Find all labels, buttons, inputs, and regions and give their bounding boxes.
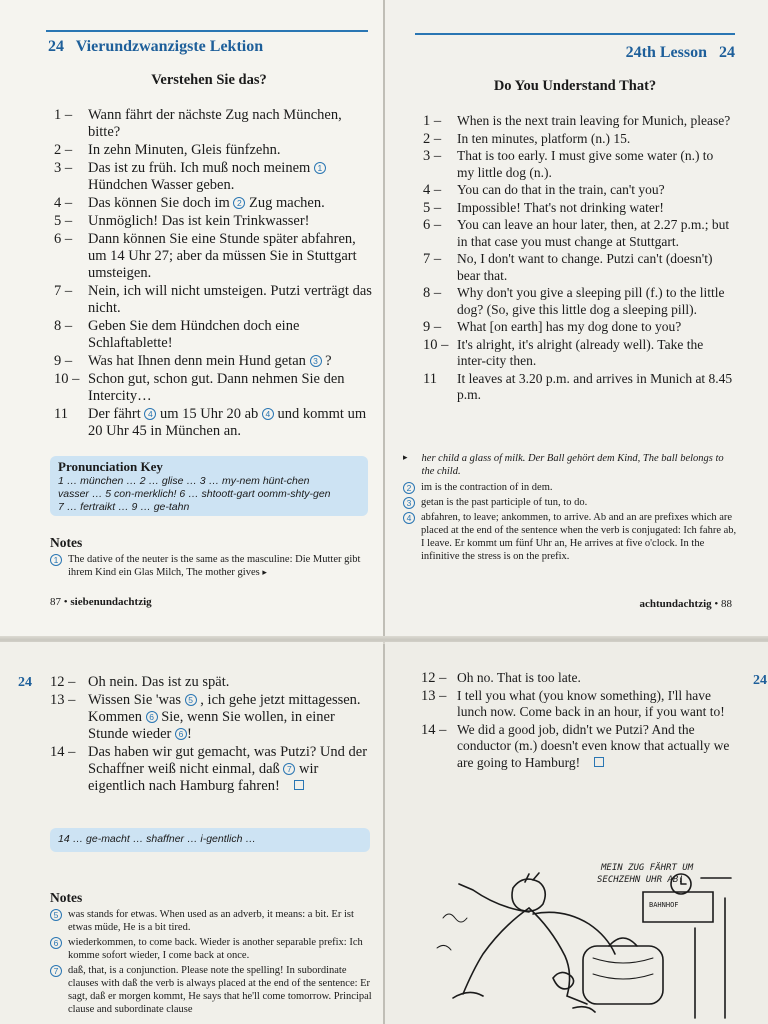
line-text: In ten minutes, platform (n.) 15. <box>457 130 631 146</box>
note-2 <box>403 481 737 494</box>
line-text: When is the next train leaving for Munich, please? <box>457 113 731 128</box>
dialogue-line-6 <box>423 217 733 250</box>
dialogue-line-11 <box>423 371 733 404</box>
pron-line: 14 … ge-macht … shaffner … i-gentlich … <box>58 833 256 845</box>
line-text: Das können Sie doch im 2 Zug machen. <box>88 195 325 211</box>
note-6 <box>50 936 374 962</box>
dialogue-line-9 <box>54 353 372 370</box>
line-text: You can leave an hour later, then, at 2.27 p.m.; but in that case you must change at Stuttgart. <box>457 217 730 249</box>
dialogue-line-3 <box>423 148 733 181</box>
line-number: 12 – <box>421 670 447 686</box>
line-number: 9 – <box>423 319 442 335</box>
end-of-dialogue-icon <box>294 780 304 790</box>
page-footer-right <box>640 598 732 610</box>
dialogue-line-11 <box>54 406 372 440</box>
pronunciation-key-2 <box>50 828 370 852</box>
lesson-title: 24th Lesson <box>625 44 707 61</box>
english-dialogue <box>423 113 733 405</box>
dialogue-line-1 <box>54 107 372 141</box>
dialogue-line-1 <box>421 670 739 687</box>
line-number: 11 <box>54 406 68 422</box>
notes-list <box>50 908 374 1018</box>
notes-title: Notes <box>50 890 83 905</box>
note-5 <box>50 908 374 934</box>
line-number: 7 – <box>54 283 73 299</box>
line-text: What [on earth] has my dog done to you? <box>457 319 682 334</box>
line-text: Why don't you give a sleeping pill (f.) to the little dog? (So, give this little dog a sleeping pill). <box>457 285 725 317</box>
dialogue-line-2 <box>421 688 739 721</box>
page-word: achtundachtzig <box>639 598 712 610</box>
line-number: 2 – <box>54 142 73 158</box>
page-89-left <box>0 642 383 1024</box>
line-number: 6 – <box>423 217 442 233</box>
note-reference-marker: 2 <box>233 197 245 209</box>
note-marker: 2 <box>403 482 415 494</box>
dialogue-line-4 <box>54 195 372 212</box>
dialogue-title-en: Do You Understand That? <box>493 78 657 94</box>
line-number: 13 – <box>50 692 76 708</box>
runner-leg-icon <box>463 908 529 994</box>
line-text: No, I don't want to change. Putzi can't (doesn't) bear that. <box>457 251 713 283</box>
line-number: 2 – <box>423 130 442 147</box>
line-text: Oh nein. Das ist zu spät. <box>88 674 230 690</box>
note-4 <box>403 511 737 563</box>
notes-continued <box>403 452 737 565</box>
note-reference-marker: 7 <box>283 763 295 775</box>
dialogue-line-1 <box>50 674 374 691</box>
line-text: Wissen Sie 'was 5 , ich gehe jetzt mittagessen. Kommen 6 Sie, wenn Sie wollen, in einer Stunde wieder 6 ! <box>88 692 361 742</box>
continue-arrow-icon: ▸ <box>403 453 408 463</box>
english-dialogue-continued <box>421 670 739 772</box>
pronunciation-key <box>50 456 368 516</box>
line-number: 8 – <box>54 318 73 334</box>
line-text: Geben Sie dem Hündchen doch eine Schlaftablette! <box>88 318 300 351</box>
line-number: 3 – <box>54 160 73 176</box>
dialogue-line-6 <box>54 231 372 282</box>
page-footer-left <box>50 596 152 608</box>
line-text: Impossible! That's not drinking water! <box>457 199 664 215</box>
line-number: 14 – <box>50 744 76 760</box>
note-reference-marker: 5 <box>185 694 197 706</box>
dog-icon <box>553 972 574 988</box>
pron-line-3: 7 … fertraikt … 9 … ge-tahn <box>58 501 190 513</box>
line-text: We did a good job, didn't we Putzi? And the conductor (m.) doesn't even know that actually we are going to Hamburg! <box>457 721 730 770</box>
note-1-text: The dative of the neuter is the same as the masculine: Die Mutter gibt ihrem Kind ein Glas Milch, The mother gives ▸ <box>68 554 361 578</box>
note-marker-1: 1 <box>50 554 62 566</box>
line-text: Das haben wir gut gemacht, was Putzi? Und der Schaffner weiß nicht einmal, daß 7 wir eigentlich nach Hamburg fahren! <box>88 744 368 794</box>
line-text: Das ist zu früh. Ich muß noch meinem 1 Hündchen Wasser geben. <box>88 160 372 194</box>
line-number: 1 – <box>423 113 442 129</box>
dialogue-title-de: Verstehen Sie das? <box>151 72 267 88</box>
line-text: Dann können Sie eine Stunde später abfahren, um 14 Uhr 27; aber da müssen Sie in Stuttgart umsteigen. <box>88 231 357 281</box>
line-text: I tell you what (you know something), I'll have lunch now. Come back in an hour, if you want to! <box>457 687 725 719</box>
lesson-title: Vierundzwanzigste Lektion <box>75 38 264 55</box>
title-rule <box>46 30 368 32</box>
line-text: It's alright, it's alright (already well). Take the inter-city then. <box>457 336 704 368</box>
line-number: 14 – <box>421 721 447 738</box>
note-7 <box>50 964 374 1016</box>
line-number: 4 – <box>54 195 73 211</box>
german-dialogue-continued <box>50 674 374 796</box>
margin-lesson-number: 24 <box>753 673 767 688</box>
dialogue-line-9 <box>423 319 733 336</box>
dialogue-line-3 <box>50 744 374 795</box>
continue-arrow-icon: ▸ <box>262 568 267 578</box>
line-text: Schon gut, schon gut. Dann nehmen Sie den Intercity… <box>88 371 345 404</box>
note-reference-marker: 1 <box>314 162 326 174</box>
line-number: 10 – <box>423 336 449 353</box>
note-1 <box>50 553 376 580</box>
line-text: Der fährt 4 um 15 Uhr 20 ab 4 und kommt um 20 Uhr 45 in München an. <box>88 406 367 439</box>
dialogue-line-7 <box>54 283 372 317</box>
note-text: was stands for etwas. When used as an adverb, it means: a bit. Er ist etwas müde, He is a bit tired. <box>68 909 354 933</box>
dialogue-line-4 <box>423 182 733 199</box>
cartoon-caption: MEIN ZUG FÄHRT UM SECHZEHN UHR AB! <box>597 863 694 885</box>
pron-line-1: 1 … münchen … 2 … glise … 3 … my-nem hünt-chen <box>58 475 310 487</box>
dialogue-line-5 <box>423 200 733 217</box>
line-number: 11 <box>423 370 437 387</box>
station-sign-label: BAHNHOF <box>649 901 679 909</box>
dialogue-line-5 <box>54 213 372 230</box>
dialogue-line-10 <box>423 337 733 370</box>
dialogue-line-8 <box>54 318 372 352</box>
note-3 <box>403 496 737 509</box>
page-87 <box>0 0 383 640</box>
line-text: Wann fährt der nächste Zug nach München, bitte? <box>88 107 342 140</box>
dialogue-line-1 <box>423 113 733 130</box>
note-text: wiederkommen, to come back. Wieder is another separable prefix: Ich komme sofort wieder, I come back at once. <box>68 937 363 961</box>
line-text: That is too early. I must give some water (n.) to my little dog (n.). <box>457 148 714 180</box>
line-number: 7 – <box>423 251 442 267</box>
note-marker: 7 <box>50 965 62 977</box>
note-text: im is the contraction of in dem. <box>421 482 553 493</box>
lesson-heading-en <box>626 44 735 62</box>
note-reference-marker: 6 <box>175 728 187 740</box>
line-number: 6 – <box>54 231 73 247</box>
end-of-dialogue-icon <box>594 757 604 767</box>
pronunciation-key-title: Pronunciation Key <box>58 459 163 474</box>
note-reference-marker: 6 <box>146 711 158 723</box>
note-1-continued: her child a glass of milk. Der Ball gehört dem Kind, The ball belongs to the child. <box>421 453 724 477</box>
note-marker: 6 <box>50 937 62 949</box>
german-dialogue <box>54 107 372 441</box>
note-reference-marker: 4 <box>144 408 156 420</box>
dialogue-line-3 <box>421 722 739 772</box>
line-text: Nein, ich will nicht umsteigen. Putzi verträgt das nicht. <box>88 283 372 316</box>
note-reference-marker: 4 <box>262 408 274 420</box>
line-number: 13 – <box>421 687 447 704</box>
lesson-number: 24 <box>48 38 64 55</box>
note-text: getan is the past participle of tun, to do. <box>421 497 588 508</box>
notes-title: Notes <box>50 535 83 550</box>
dialogue-line-2 <box>54 142 372 159</box>
page-number: • 88 <box>714 598 732 610</box>
note-text: daß, that, is a conjunction. Please note the spelling! In subordinate clauses with daß the verb is always placed at the end of the sentence: Er sagt, daß er morgen kommt, He says that he'll come tomorrow. Principal clause and subordinate clause <box>68 965 372 1015</box>
note-marker: 3 <box>403 497 415 509</box>
margin-lesson-number: 24 <box>18 675 32 690</box>
line-text: It leaves at 3.20 p.m. and arrives in Munich at 8.45 p.m. <box>457 370 733 402</box>
lesson-heading-de <box>48 38 263 56</box>
page-88 <box>385 0 768 640</box>
page-number: 87 • <box>50 596 68 608</box>
line-text: In zehn Minuten, Gleis fünfzehn. <box>88 142 281 158</box>
dialogue-line-10 <box>54 371 372 405</box>
line-text: Unmöglich! Das ist kein Trinkwasser! <box>88 213 310 229</box>
line-number: 4 – <box>423 182 442 198</box>
line-number: 5 – <box>423 199 442 216</box>
note-reference-marker: 3 <box>310 355 322 367</box>
line-text: Oh no. That is too late. <box>457 670 581 685</box>
line-number: 3 – <box>423 148 442 164</box>
note-text: abfahren, to leave; ankommen, to arrive. Ab and an are prefixes which are placed at the end of the sentence when the verb is conjugated: Ich fahre ab, I leave. Er kommt um fünf Uhr an, He arrives at five o'clock. In the infinitive the stress is on the prefix. <box>421 512 737 562</box>
title-rule <box>415 33 735 35</box>
page-90-right <box>385 642 768 1024</box>
dialogue-line-7 <box>423 251 733 284</box>
line-text: Was hat Ihnen denn mein Hund getan 3 ? <box>88 353 332 369</box>
runner-head-icon <box>512 879 545 911</box>
dialogue-line-8 <box>423 285 733 318</box>
note-marker: 5 <box>50 909 62 921</box>
lesson-number: 24 <box>719 44 735 61</box>
dialogue-line-3 <box>54 160 372 194</box>
line-number: 1 – <box>54 107 73 123</box>
dialogue-line-2 <box>423 131 733 148</box>
line-number: 12 – <box>50 674 76 690</box>
runner-arm-icon <box>533 912 615 954</box>
line-number: 9 – <box>54 353 73 369</box>
page-word: siebenundachtzig <box>70 596 152 608</box>
line-number: 5 – <box>54 213 73 229</box>
line-number: 10 – <box>54 371 80 387</box>
pron-line-2: vasser … 5 con-merklich! 6 … shtoott-gart oomm-shty-gen <box>58 488 331 500</box>
line-number: 8 – <box>423 285 442 301</box>
note-marker: 4 <box>403 512 415 524</box>
line-text: You can do that in the train, can't you? <box>457 182 665 197</box>
dialogue-line-2 <box>50 692 374 743</box>
